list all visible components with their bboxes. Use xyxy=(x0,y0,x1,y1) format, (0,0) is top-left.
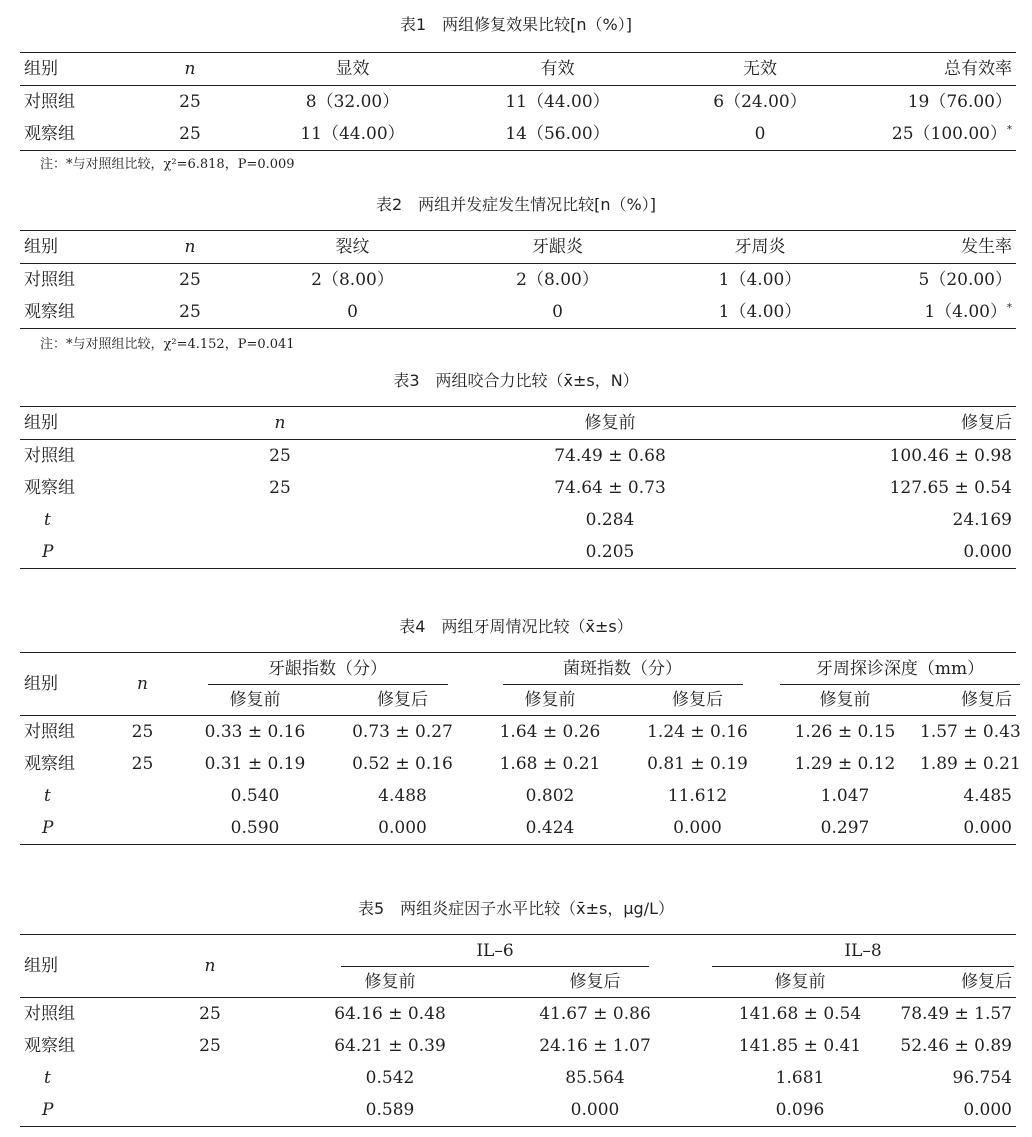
table-row xyxy=(20,504,1016,536)
table-cell: 0.000 xyxy=(963,542,1012,562)
table-cell: 0.540 xyxy=(230,786,280,806)
table-cell: 1.29 ± 0.12 xyxy=(794,754,896,774)
table3-header-group: 组别 xyxy=(20,407,130,440)
table4-subheader: 修复前 xyxy=(180,685,330,716)
table-cell: 141.68 ± 0.54 xyxy=(738,1004,862,1024)
table-cell: 6（24.00） xyxy=(713,92,807,112)
table3-header-before: 修复前 xyxy=(430,407,790,440)
table4-subheader: 修复后 xyxy=(920,685,1016,716)
table4-title: 表4 两组牙周情况比较（x̄±s） xyxy=(399,617,633,636)
table-cell: 0.284 xyxy=(585,510,635,530)
table-cell: 74.64 ± 0.73 xyxy=(554,478,666,498)
table-cell: 96.754 xyxy=(952,1068,1012,1088)
table-cell: 24.16 ± 1.07 xyxy=(539,1036,651,1056)
table-row xyxy=(20,716,1016,749)
table2 xyxy=(20,230,1016,329)
table-cell: 25 xyxy=(179,270,201,290)
table-cell: 0.52 ± 0.16 xyxy=(352,754,453,774)
table-cell: 0.096 xyxy=(775,1100,825,1120)
table-cell: 0.000 xyxy=(963,818,1012,838)
table-cell: 对照组 xyxy=(24,92,75,112)
table-cell: 25 xyxy=(179,302,201,322)
table-cell: 85.564 xyxy=(565,1068,625,1088)
table-cell: 64.16 ± 0.48 xyxy=(334,1004,446,1024)
table-cell: P xyxy=(42,542,54,562)
table5 xyxy=(20,934,1016,1127)
table-cell: 0.000 xyxy=(570,1100,620,1120)
table-cell: 11.612 xyxy=(667,786,728,806)
table1-header-marked: 显效 xyxy=(250,53,455,86)
table-row xyxy=(20,748,1016,780)
table-cell: 2（8.00） xyxy=(311,270,394,290)
table-row xyxy=(20,1062,1016,1094)
table2-note: 注：*与对照组比较，χ²=4.152，P=0.041 xyxy=(40,337,295,352)
table-cell: 14（56.00） xyxy=(505,124,610,144)
table-cell: 对照组 xyxy=(24,270,75,290)
cell-value: 1（4.00） xyxy=(924,302,1007,322)
table5-header-il8 xyxy=(700,935,1016,968)
table2-header-n: n xyxy=(130,231,250,264)
table-cell: 141.85 ± 0.41 xyxy=(738,1036,862,1056)
span-header-label: 牙周探诊深度（mm） xyxy=(780,654,1020,685)
table-row xyxy=(20,86,1016,119)
table5-subheader: 修复前 xyxy=(290,967,490,998)
table-cell: 24.169 xyxy=(952,510,1012,530)
table-cell: 19（76.00） xyxy=(907,92,1012,112)
table-cell xyxy=(105,780,180,812)
table-cell: 观察组 xyxy=(24,478,75,498)
table1-header-effective: 有效 xyxy=(455,53,660,86)
table-cell: 0.31 ± 0.19 xyxy=(204,754,306,774)
table-cell: 观察组 xyxy=(24,302,75,322)
table3-title: 表3 两组咬合力比较（x̄±s，N） xyxy=(393,371,639,390)
table-cell: 11（44.00） xyxy=(300,124,405,144)
table-row xyxy=(20,472,1016,504)
table5-subheader: 修复后 xyxy=(900,967,1016,998)
table-cell: 0.000 xyxy=(378,818,427,838)
table2-header-periodontitis: 牙周炎 xyxy=(660,231,860,264)
table-cell: 1.68 ± 0.21 xyxy=(499,754,601,774)
table-cell: 0 xyxy=(754,124,766,144)
table-cell: 0.205 xyxy=(585,542,635,562)
table-cell: 1.57 ± 0.43 xyxy=(920,722,1021,742)
table-cell xyxy=(860,296,1016,329)
table-row xyxy=(20,264,1016,297)
table-cell: 0 xyxy=(552,302,563,322)
table-cell: 41.67 ± 0.86 xyxy=(539,1004,651,1024)
table-cell: t xyxy=(44,786,51,806)
table1 xyxy=(20,52,1016,151)
table-cell: 0.000 xyxy=(963,1100,1012,1120)
table2-header-incidence: 发生率 xyxy=(860,231,1016,264)
table4-subheader: 修复后 xyxy=(625,685,770,716)
table4-header-gingival-index xyxy=(180,653,475,686)
table5-title: 表5 两组炎症因子水平比较（x̄±s，μg/L） xyxy=(357,899,675,918)
table4-subheader: 修复前 xyxy=(770,685,920,716)
cell-value: 25（100.00） xyxy=(891,124,1007,144)
table2-header-group: 组别 xyxy=(20,231,130,264)
table-cell: t xyxy=(44,510,51,530)
table-cell: 0.73 ± 0.27 xyxy=(352,722,453,742)
table-cell: 52.46 ± 0.89 xyxy=(900,1036,1012,1056)
table-cell: 5（20.00） xyxy=(918,270,1012,290)
significance-mark: * xyxy=(1007,302,1012,314)
table1-header-group: 组别 xyxy=(20,53,130,86)
table-cell: 1.26 ± 0.15 xyxy=(794,722,896,742)
table2-header-gingivitis: 牙龈炎 xyxy=(455,231,660,264)
table-cell: 78.49 ± 1.57 xyxy=(900,1004,1012,1024)
table5-header-il6 xyxy=(290,935,700,968)
table-row xyxy=(20,780,1016,812)
table-cell: t xyxy=(44,1068,51,1088)
table4-header-n: n xyxy=(105,653,180,716)
table-cell: 观察组 xyxy=(24,1036,75,1056)
table-cell: 25 xyxy=(131,754,154,774)
table-cell: 对照组 xyxy=(24,722,75,742)
table4-header-plaque-index xyxy=(475,653,770,686)
table4-subheader: 修复前 xyxy=(475,685,625,716)
table-cell: 1.681 xyxy=(775,1068,825,1088)
table3-header-n: n xyxy=(130,407,430,440)
table-cell: 0.33 ± 0.16 xyxy=(204,722,306,742)
table-cell xyxy=(130,536,430,569)
table-cell: 25 xyxy=(179,124,201,144)
table5-subheader: 修复前 xyxy=(700,967,900,998)
table-row xyxy=(20,998,1016,1031)
table-cell xyxy=(860,118,1016,151)
table-cell xyxy=(105,812,180,845)
table-cell xyxy=(130,1062,290,1094)
table-cell: P xyxy=(42,818,54,838)
table4 xyxy=(20,652,1021,845)
table-cell: 0.589 xyxy=(365,1100,415,1120)
table-cell: 25 xyxy=(269,478,291,498)
table4-subheader: 修复后 xyxy=(330,685,475,716)
table1-header-total-rate: 总有效率 xyxy=(860,53,1016,86)
table-cell: 25 xyxy=(269,446,291,466)
table4-header-probing-depth xyxy=(770,653,1016,686)
table-cell: P xyxy=(42,1100,54,1120)
table4-header-group: 组别 xyxy=(20,653,105,716)
span-header-label: IL–8 xyxy=(712,936,1014,967)
table-cell: 100.46 ± 0.98 xyxy=(889,446,1012,466)
table1-header-n: n xyxy=(130,53,250,86)
table-cell: 64.21 ± 0.39 xyxy=(334,1036,446,1056)
table-cell: 观察组 xyxy=(24,754,75,774)
table1-note: 注：*与对照组比较，χ²=6.818，P=0.009 xyxy=(40,157,295,172)
table-cell: 观察组 xyxy=(24,124,75,144)
table-cell: 2（8.00） xyxy=(516,270,599,290)
table-cell: 0.590 xyxy=(230,818,280,838)
table-row xyxy=(20,1030,1016,1062)
span-header-label: 菌斑指数（分） xyxy=(503,654,743,685)
table-cell: 1.047 xyxy=(820,786,870,806)
table-cell: 1.24 ± 0.16 xyxy=(647,722,748,742)
table-row xyxy=(20,118,1016,151)
table5-subheader: 修复后 xyxy=(490,967,700,998)
table-row xyxy=(20,536,1016,569)
table-row xyxy=(20,1094,1016,1127)
table2-header-crack: 裂纹 xyxy=(250,231,455,264)
table-cell: 0.297 xyxy=(820,818,870,838)
table-cell: 0 xyxy=(347,302,358,322)
table-cell: 8（32.00） xyxy=(305,92,400,112)
table1-title: 表1 两组修复效果比较[n（%）] xyxy=(399,15,632,34)
table-cell: 对照组 xyxy=(24,1004,75,1024)
table-cell: 1.89 ± 0.21 xyxy=(920,754,1021,774)
table-cell: 0.802 xyxy=(525,786,575,806)
table2-title: 表2 两组并发症发生情况比较[n（%）] xyxy=(375,195,656,214)
table-cell: 0.81 ± 0.19 xyxy=(647,754,748,774)
table3-header-after: 修复后 xyxy=(790,407,1016,440)
table1-header-ineffective: 无效 xyxy=(660,53,860,86)
significance-mark: * xyxy=(1007,124,1012,136)
table-cell: 0.542 xyxy=(365,1068,415,1088)
table5-header-group: 组别 xyxy=(20,935,130,998)
table-cell: 1.64 ± 0.26 xyxy=(499,722,601,742)
table-cell: 1（4.00） xyxy=(718,270,802,290)
table-cell: 25 xyxy=(131,722,154,742)
table-cell: 0.424 xyxy=(525,818,575,838)
table-cell: 127.65 ± 0.54 xyxy=(889,478,1012,498)
span-header-label: 牙龈指数（分） xyxy=(208,654,448,685)
table-row xyxy=(20,812,1016,845)
table-cell xyxy=(130,1094,290,1127)
table-cell: 0.000 xyxy=(673,818,722,838)
table-cell: 对照组 xyxy=(24,446,75,466)
table-cell: 11（44.00） xyxy=(505,92,610,112)
table3 xyxy=(20,406,1016,569)
span-header-label: IL–6 xyxy=(341,936,649,967)
table-cell xyxy=(130,504,430,536)
table-cell: 4.488 xyxy=(378,786,427,806)
table5-header-n: n xyxy=(130,935,290,998)
table-cell: 1（4.00） xyxy=(718,302,802,322)
table-cell: 25 xyxy=(199,1004,221,1024)
table-cell: 74.49 ± 0.68 xyxy=(554,446,666,466)
table-cell: 4.485 xyxy=(963,786,1012,806)
table-cell: 25 xyxy=(199,1036,221,1056)
table-row xyxy=(20,296,1016,329)
table-cell: 25 xyxy=(179,92,201,112)
table-row xyxy=(20,440,1016,473)
